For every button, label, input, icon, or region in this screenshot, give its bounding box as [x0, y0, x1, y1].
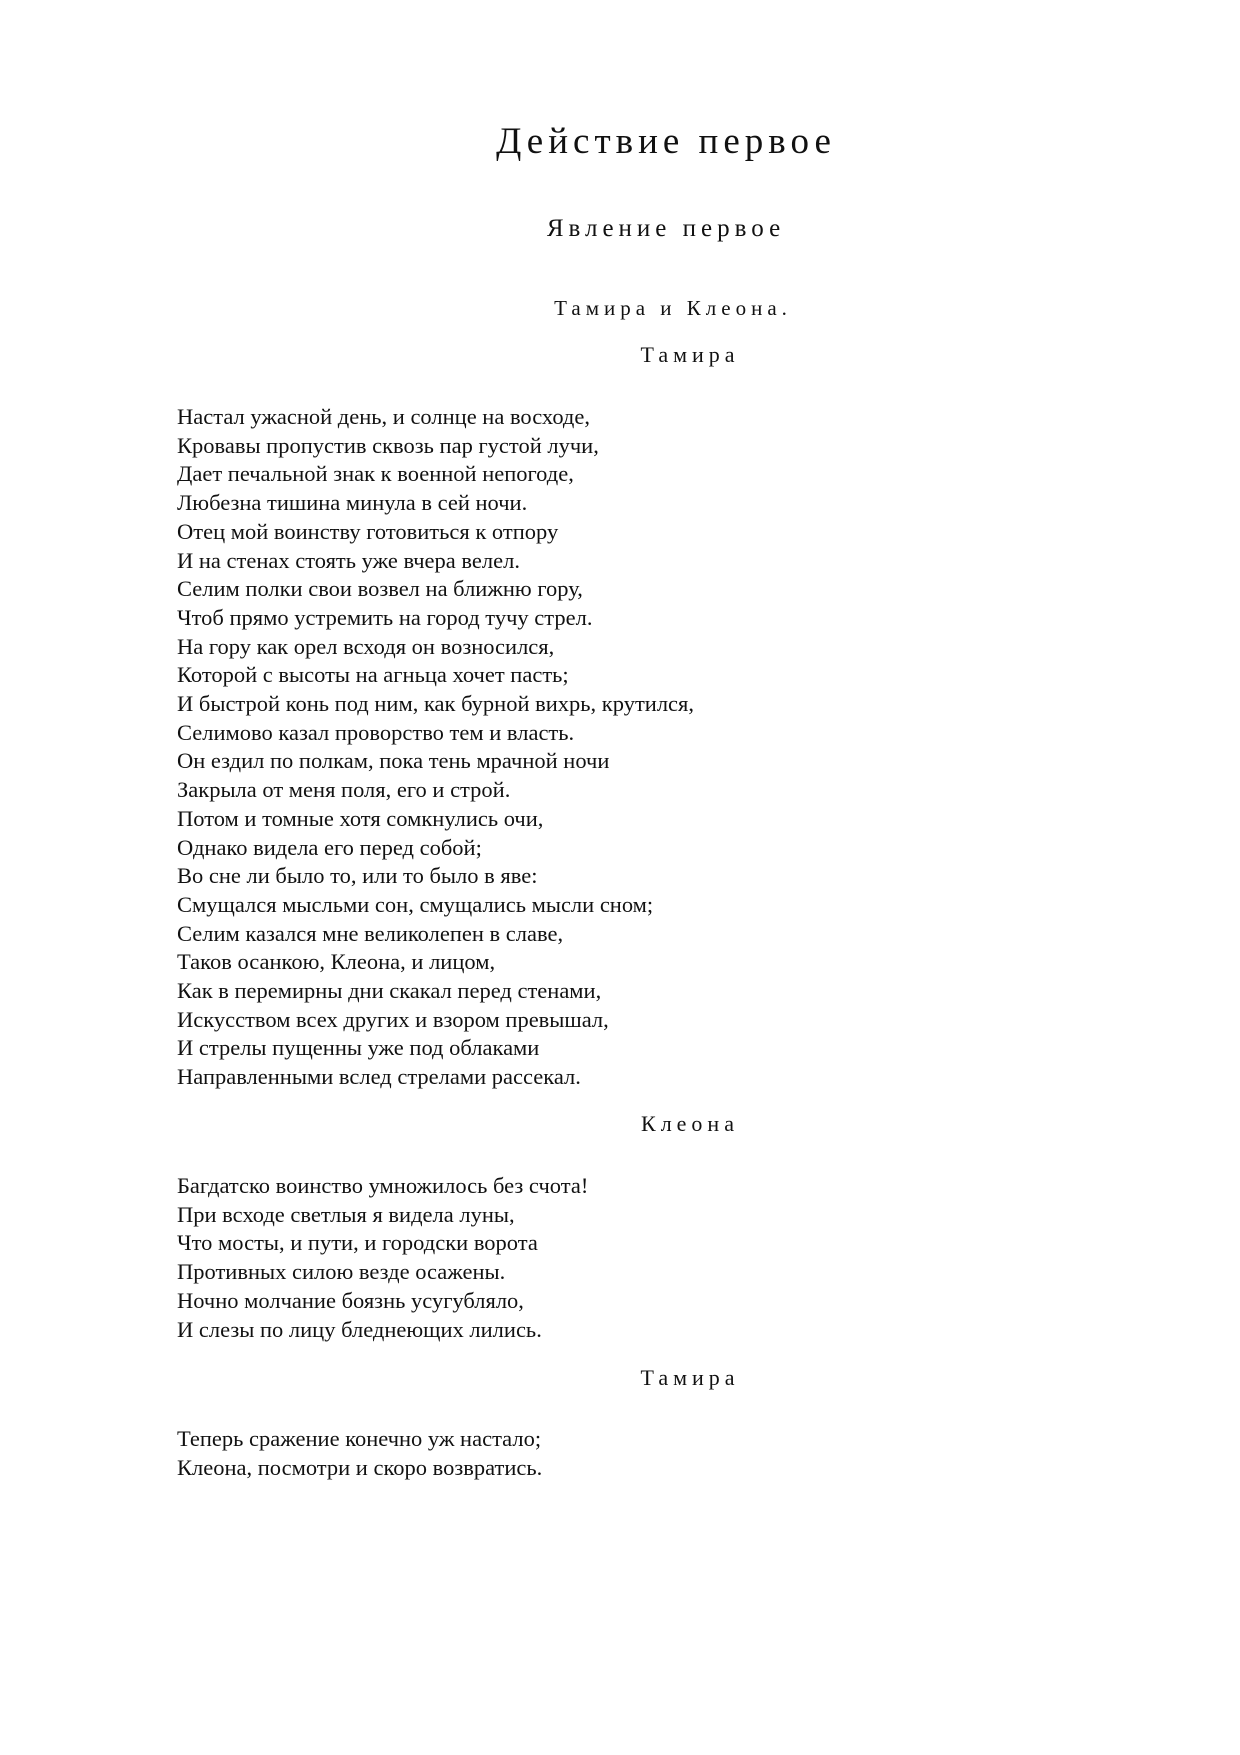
verse-line: И стрелы пущенны уже под облаками: [177, 1035, 540, 1061]
speech-verse: [177, 1425, 1177, 1482]
verse-line: Противных силою везде осажены.: [177, 1259, 506, 1285]
speaker-name: Тамира: [640, 342, 740, 367]
verse-line: Селимово казал проворство тем и власть.: [177, 719, 575, 745]
verse-line: Во сне ли было то, или то было в яве:: [177, 863, 538, 889]
verse-line: Селим казался мне великолепен в славе,: [177, 920, 564, 946]
verse-line: Однако видела его перед собой;: [177, 834, 482, 860]
verse-line: При всходе светлыя я видела луны,: [177, 1201, 515, 1227]
verse-line: И быстрой конь под ним, как бурной вихрь, крутился,: [177, 691, 695, 717]
verse-line: Смущался мысльми сон, смущались мысли сном;: [177, 891, 654, 917]
verse-line: Что мосты, и пути, и городски ворота: [177, 1230, 538, 1256]
verse-line: Которой с высоты на агньца хочет пасть;: [177, 662, 569, 688]
speaker-name: Клеона: [641, 1111, 739, 1136]
speaker-name: Тамира: [640, 1365, 740, 1390]
speech-verse: [177, 1172, 1177, 1344]
verse-line: Селим полки свои возвел на ближню гору,: [177, 576, 583, 602]
verse-line: Чтоб прямо устремить на город тучу стрел.: [177, 604, 593, 630]
scene-title: Явление первое: [546, 215, 786, 242]
verse-line: Кровавы пропустив сквозь пар густой лучи,: [177, 432, 599, 458]
verse-line: Багдатско воинство умножилось без счота!: [177, 1173, 589, 1198]
verse-line: Закрыла от меня поля, его и строй.: [177, 777, 511, 803]
verse-line: На гору как орел всходя он возносился,: [177, 633, 555, 659]
act-title: Действие первое: [496, 121, 836, 162]
verse-line: Любезна тишина минула в сей ночи.: [177, 490, 528, 516]
verse-line: Как в перемирны дни скакал перед стенами,: [177, 978, 602, 1004]
verse-line: Направленными вслед стрелами рассекал.: [177, 1064, 581, 1090]
verse-line: Потом и томные хотя сомкнулись очи,: [177, 805, 544, 831]
speech-verse: [177, 403, 1177, 1092]
verse-line: Дает печальной знак к военной непогоде,: [177, 461, 574, 487]
verse-line: И на стенах стоять уже вчера велел.: [177, 547, 520, 573]
verse-line: Он ездил по полкам, пока тень мрачной ночи: [177, 748, 610, 774]
verse-line: Теперь сражение конечно уж настало;: [177, 1426, 542, 1451]
verse-line: Таков осанкою, Клеона, и лицом,: [177, 949, 496, 975]
cast-list: Тамира и Клеона.: [554, 296, 792, 320]
verse-line: Ночно молчание боязнь усугубляло,: [177, 1287, 524, 1313]
verse-line: Искусством всех других и взором превышал,: [177, 1006, 609, 1032]
verse-line: И слезы по лицу бледнеющих лились.: [177, 1316, 542, 1342]
verse-line: Клеона, посмотри и скоро возвратись.: [177, 1454, 543, 1480]
verse-line: Отец мой воинству готовиться к отпору: [177, 518, 559, 544]
verse-line: Настал ужасной день, и солнце на восходе,: [177, 404, 590, 429]
